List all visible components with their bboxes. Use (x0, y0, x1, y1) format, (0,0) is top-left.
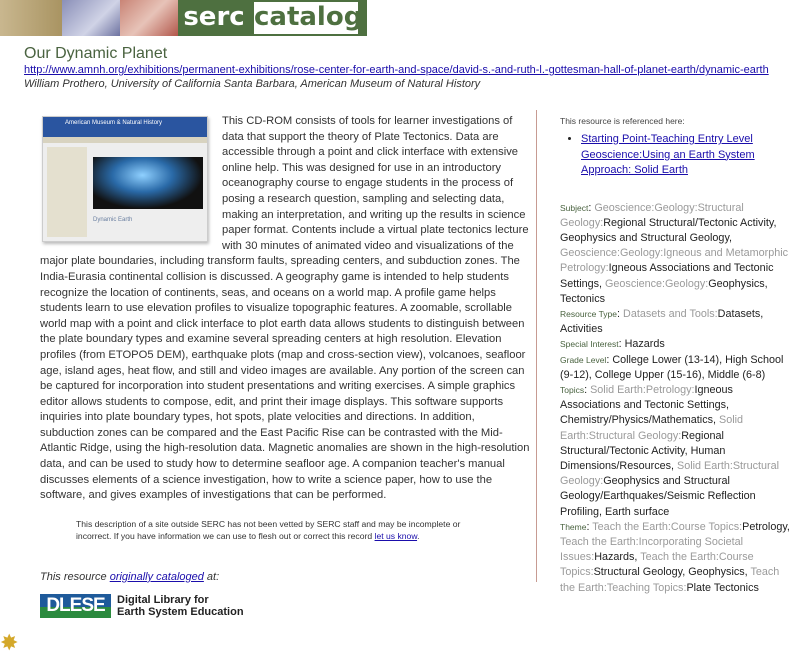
field-value[interactable]: Structural Geology, Geophysics, (593, 566, 751, 579)
originally-cataloged-link[interactable]: originally cataloged (109, 570, 204, 583)
field-path[interactable]: Teach the Earth:Incorporating Societal Issues: (560, 535, 744, 564)
field-value[interactable]: Regional Structural/Tectonic Activity, Human Dimensions/Resources, (560, 429, 726, 472)
referenced-heading: This resource is referenced here: (560, 116, 685, 126)
field-theme: Theme: Teach the Earth:Course Topics:Petrology, Teach the Earth:Incorporating Societal Issues:Hazards, Teach the Earth:Course Topics:Structural Geology, Geophysics, Teach the Earth:Teaching Topics:Plate Tectonics (560, 520, 790, 594)
thumbnail-caption: Dynamic Earth (93, 217, 133, 223)
metadata-fields (560, 201, 792, 596)
orig-prefix: This resource (40, 570, 110, 583)
field-value[interactable]: Datasets, Activities (560, 307, 764, 336)
original-catalog-note (40, 570, 530, 584)
field-label: Subject (560, 202, 589, 213)
thumbnail-nav (43, 137, 207, 143)
disclaimer: This description of a site outside SERC has not been vetted by SERC staff and may be incomplete or incorrect. If you have information we can use to flesh out or correct this record let us know. (76, 518, 461, 541)
field-path[interactable]: Geoscience:Geology:Structural Geology: (560, 201, 744, 229)
field-value[interactable]: Geophysics, Tectonics (560, 277, 768, 305)
dlese-mark: DLESE (40, 594, 111, 618)
field-value[interactable]: Geophysics and Structural Geology/Earthquakes/Seismic Reflection Profiling, Earth surface (560, 475, 756, 518)
banner-photo-lab (62, 0, 120, 36)
field-path[interactable]: Geoscience:Geology: (605, 277, 709, 290)
field-value[interactable]: Hazards, (594, 551, 641, 564)
field-value[interactable]: Petrology, (742, 520, 790, 533)
field-label: Grade Level (560, 354, 607, 365)
field-path[interactable]: Teach the Earth:Teaching Topics: (560, 566, 780, 594)
field-label: Theme (560, 521, 587, 532)
resource-sidebar (560, 116, 792, 596)
orig-suffix: at: (203, 570, 220, 583)
banner-photo-field (0, 0, 62, 36)
field-resource-type: Resource Type: Datasets and Tools:Datasets, Activities (560, 307, 764, 336)
thumbnail-sidebar (47, 147, 87, 237)
logo-serc: serc (183, 2, 245, 32)
field-value[interactable]: Plate Tectonics (686, 581, 759, 594)
banner-photo-students (120, 0, 178, 36)
resource-description (40, 114, 530, 504)
reference-item (581, 132, 792, 179)
dlese-line1: Digital Library for (117, 593, 209, 606)
field-path[interactable]: Solid Earth:Petrology: (590, 383, 695, 396)
field-label: Special Interest (560, 339, 619, 350)
resource-author: William Prothero, University of California Santa Barbara, American Museum of Natural History (24, 78, 481, 90)
dlese-text (117, 594, 244, 618)
dlese-line2: Earth System Education (117, 605, 244, 618)
resource-thumbnail[interactable] (42, 116, 208, 242)
field-path[interactable]: Solid Earth:Structural Geology: (560, 414, 744, 442)
field-value[interactable]: Igneous Associations and Tectonic Settings, Chemistry/Physics/Mathematics, (560, 383, 733, 427)
field-value[interactable]: Hazards (624, 338, 665, 351)
main-column (0, 114, 530, 655)
page-title: Our Dynamic Planet (24, 45, 168, 62)
column-divider (536, 110, 537, 582)
field-value[interactable]: Igneous Associations and Tectonic Settings, (560, 262, 774, 290)
field-grade-level: Grade Level: College Lower (13-14), High School (9-12), College Upper (15-16), Middle (6-8) (560, 353, 784, 381)
reference-list (560, 132, 792, 179)
resource-url-link[interactable]: http://www.amnh.org/exhibitions/permanent-exhibitions/rose-center-for-earth-and-space/david-s.-and-ruth-l.-gottesman-hall-of-planet-earth/dynamic-earth (24, 64, 769, 76)
field-path[interactable]: Datasets and Tools: (623, 307, 718, 320)
disclaimer-text: This description of a site outside SERC has not been vetted by SERC staff and may be incomplete or incorrect. If you have information we can use to flesh out or correct this record (76, 518, 461, 541)
thumbnail-header: American Museum & Natural History (43, 117, 207, 137)
logo-catalog: catalog (254, 2, 363, 32)
thumbnail-globe-image (93, 157, 203, 209)
field-value[interactable]: College Lower (13-14), High School (9-12), College Upper (15-16), Middle (6-8) (560, 353, 784, 381)
star-logo-icon: ✸ (0, 629, 19, 655)
field-topics: Topics: Solid Earth:Petrology:Igneous Associations and Tectonic Settings, Chemistry/Physics/Mathematics, Solid Earth:Structural Geology:Regional Structural/Tectonic Activity, Human Dimensions/Resources, Solid Earth:Structural Geology:Geophysics and Structural Geology/Earthquakes/Seismic Reflection Profiling, Earth surface (560, 383, 780, 518)
field-subject: Subject: Geoscience:Geology:Structural Geology:Regional Structural/Tectonic Activity, Geophysics and Structural Geology, Geoscience:Geology:Igneous and Metamorphic Petrology:Igneous Associations and Tectonic Settings, Geoscience:Geology:Geophysics, Tectonics (560, 201, 789, 305)
description-text: This CD-ROM consists of tools for learner investigations of data that support the theory of Plate Tectonics. Data are accessible through a point and click interface with extensive online help. This was designed for use in an introductory oceanography course to engage students in the process of posing a research question, sampling and selecting data, making an interpretation, and writing up the results in science paper format. Contents include a virtual plate tectonics lecture with 30 minutes of animated video and visualizations of the major plate boundaries, including transform faults, spreading centers, and subduction zones. The India-Eurasia continental collision is discussed. A geography game is intended to help students recognize the location of continents, seas, and oceans on a world map. A profile game helps students learn to use elevation profiles to visualize topographic features. A zoomable, scrollable world map with a point and click interface to plot earth data allows students to distinguish between the plate boundary types and examine several spreading centers at high resolution. Elevation profiles (from ETOPO5 DEM), earthquake plots (map and cross-section view), volcanoes, seafloor age, island ages, heat flow, and still and video images are available. Any portion of the screen can be captured for incorporation into student presentations and writing exercises. A simple graphics editor allows students to compose, edit, and print their image displays. This software supports inquiries into plate boundary types, hot spots, plate velocities and directions. In addition, subduction zones can be compared and the East Pacific Rise can be contrasted with the Mid-Atlantic Ridge, using the high-resolution data. Magnetic anomalies are shown in the high-resolution data, and can be used to study how to determine seafloor age. A companion teacher's manual discusses elements of a science investigation, how to write a science paper, how to use the software, and gives examples of investigations that can be performed. (40, 115, 530, 502)
field-path[interactable]: Teach the Earth:Course Topics: (560, 551, 754, 579)
field-label: Topics (560, 384, 585, 395)
serc-catalog-banner[interactable] (0, 0, 367, 36)
let-us-know-link[interactable]: let us know (374, 530, 418, 541)
reference-link[interactable]: Starting Point-Teaching Entry Level Geoscience:Using an Earth System Approach: Solid Earth (581, 133, 755, 176)
field-path[interactable]: Teach the Earth:Course Topics: (592, 520, 743, 533)
field-value[interactable]: Regional Structural/Tectonic Activity, Geophysics and Structural Geology, (560, 216, 777, 244)
dlese-logo[interactable] (40, 594, 530, 618)
field-path[interactable]: Geoscience:Geology:Igneous and Metamorphic Petrology: (560, 247, 789, 275)
field-path[interactable]: Solid Earth:Structural Geology: (560, 459, 780, 488)
field-special-interest: Special Interest: Hazards (560, 338, 665, 351)
field-label: Resource Type (560, 308, 618, 319)
